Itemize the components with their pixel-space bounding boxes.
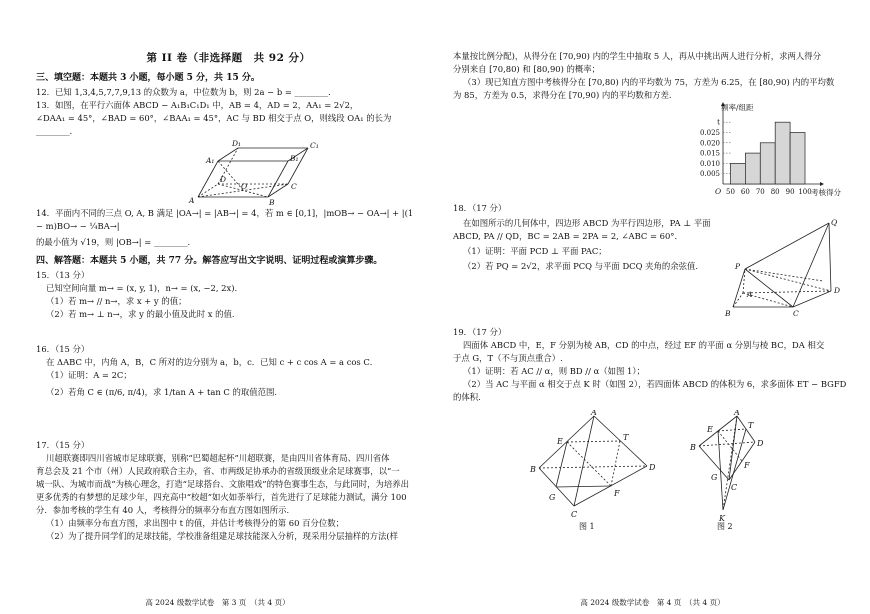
question-13-line1: 13．如图，在平行六面体 ABCD − A₁B₁C₁D₁ 中，AB = 4，AD = 2，AA₁ = 2√2，	[36, 100, 359, 110]
y-tick-label: 0.010	[699, 159, 720, 168]
histogram-bar	[775, 122, 790, 184]
question-17-cont-line1: 本量按比例分配)，从得分在 [70,90) 内的学生中抽取 5 人，再从中挑出两人进行分析，求两人得分	[453, 51, 822, 61]
label-B: B	[269, 198, 275, 205]
question-17-part3-line2: 为 85，方差为 0.5，求得分在 [70,90) 内的平均数和方差.	[453, 90, 672, 100]
fig1-label-D: D	[649, 463, 656, 472]
x-tick-label: 100	[798, 188, 812, 196]
histogram-bar	[760, 143, 775, 184]
question-14-line2: 的最小值为 √19，则 |OB→| = ________.	[36, 237, 191, 247]
tetrahedron-figure-1	[529, 410, 679, 530]
fig2-label-T: T	[748, 421, 754, 430]
question-19-part1: （1）证明：若 AC // α，则 BD // α（如图 1）；	[463, 366, 645, 376]
question-14-line1: 14．平面内不同的三点 O, A, B 满足 |OA→| = |AB→| = 4，若 m ∈ [0,1]，|mOB→ − OA→| + |(1 − m)BO→ − ¼BA→|	[36, 208, 414, 231]
fig1-label-A: A	[591, 410, 597, 417]
question-19-part2: （2）当 AC 与平面 α 相交于点 K 时（如图 2），若四面体 ABCD 的体积为 6，求多面体 ET − BGFD	[463, 379, 847, 389]
x-tick-label: 60	[740, 188, 750, 196]
label-C1: C₁	[310, 141, 319, 150]
x-axis-label: 考核得分	[811, 188, 841, 197]
fig2-label-B: B	[690, 443, 696, 452]
y-tick-label: 0.005	[699, 170, 720, 179]
label-O: O	[241, 182, 248, 191]
part-title: 第 II 卷（非选择题 共 92 分）	[146, 52, 311, 64]
question-16-header: 16．（15 分）	[36, 344, 90, 354]
page-footer-left: 高 2024 级数学试卷 第 3 页 （共 4 页）	[145, 598, 290, 607]
fig1-label-G: G	[549, 493, 556, 502]
solid-figure-18	[723, 219, 853, 324]
label-Q: Q	[831, 219, 838, 227]
fig2-label-D: D	[757, 439, 764, 448]
label-A: A	[747, 290, 753, 299]
label-D: D	[834, 286, 841, 295]
label-A: A	[189, 196, 195, 205]
fig1-label-F: F	[614, 489, 620, 498]
fig1-label-C: C	[571, 510, 578, 519]
fig2-label-C: C	[731, 483, 738, 492]
question-19-header: 19．（17 分）	[453, 327, 507, 337]
question-17-part2: （2）为了提升同学们的足球技能，学校准备组建足球技能深入分析，现采用分层抽样的方法(样	[46, 531, 398, 541]
section-fill-blank-heading: 三、填空题：本题共 3 小题，每小题 5 分，共 15 分。	[36, 73, 260, 83]
question-15-part2: （2）若 m→ ⊥ n→，求 y 的最小值及此时 x 的值.	[46, 309, 235, 319]
question-15-stem: 已知空间向量 m→ = (x, y, 1)，n→ = (x, −2, 2x).	[46, 283, 238, 293]
label-C: C	[291, 182, 297, 191]
question-17-part3-line1: （3）现已知直方图中考核得分在 [70,80) 内的平均数为 75，方差为 6.25，在 [80,90) 内的平均数	[463, 77, 835, 87]
answer-space-16	[36, 399, 421, 439]
y-tick-label: 0.015	[699, 149, 720, 158]
histogram-bar	[745, 153, 760, 184]
fig2-label-E: E	[707, 425, 713, 434]
parallelepiped-figure	[36, 139, 416, 205]
x-axis-arrow	[820, 182, 824, 186]
fig2-caption: 图 2	[717, 522, 733, 530]
fig2-label-A: A	[734, 410, 740, 417]
label-B1: B₁	[290, 154, 299, 163]
tetrahedron-figure-2	[689, 410, 799, 530]
fig2-label-F: F	[744, 461, 750, 470]
question-19-line5: 的体积.	[453, 392, 481, 402]
x-tick-label: 70	[755, 188, 765, 196]
origin-label: O	[715, 187, 722, 196]
y-tick-label: 0.020	[699, 139, 720, 148]
label-P: P	[735, 262, 741, 271]
label-B: B	[725, 309, 731, 318]
question-16-part1: （1）证明：A = 2C；	[46, 370, 132, 380]
page-footer-right: 高 2024 级数学试卷 第 4 页 （共 4 页）	[580, 598, 725, 607]
question-17-line5: 分．参加考核的学生有 40 人，考核得分的频率分布直方图如图所示．	[36, 505, 295, 515]
question-13-line2: ∠DAA₁ = 45°，∠BAD = 60°，∠BAA₁ = 45°，AC 与 BD 相交于点 O，则线段 OA₁ 的长为________.	[36, 113, 392, 136]
fig1-label-T: T	[623, 433, 629, 442]
question-18-part1: （1）证明：平面 PCD ⊥ 平面 PAC；	[463, 246, 607, 256]
question-16-stem: 在 ΔABC 中，内角 A，B，C 所对的边分别为 a，b，c．已知 c + c cos A = a cos C．	[46, 357, 379, 367]
question-19-line2: 于点 G，T（不与顶点重合）.	[453, 353, 563, 363]
question-19-line1: 四面体 ABCD 中，E，F 分别为棱 AB，CD 的中点，经过 EF 的平面 α 分别与棱 BC，DA 相交	[463, 340, 825, 350]
question-18-header: 18．（17 分）	[453, 203, 507, 213]
question-17-line2: 育总会及 21 个市（州）人民政府联合主办，省、市两级足协承办的省级顶级业余足球赛事，以“一	[36, 466, 400, 476]
x-tick-label: 90	[785, 188, 795, 196]
question-16-part2: （2）若角 C ∈ (π/6, π/4)，求 1/tan A + tan C 的取值范围.	[46, 387, 277, 397]
label-A1: A₁	[206, 156, 215, 165]
question-17-header: 17．（15 分）	[36, 440, 90, 450]
histogram-chart	[453, 102, 853, 202]
y-tick-label: 0.025	[699, 128, 720, 137]
question-18-part2: （2）若 PQ = 2√2，求平面 PCQ 与平面 DCQ 夹角的余弦值.	[463, 261, 699, 271]
label-C: C	[793, 309, 799, 318]
fig2-label-K: K	[719, 514, 725, 523]
question-17-cont-line2: 分别来自 [70,80) 和 [80,90) 的概率；	[453, 64, 601, 74]
fig2-label-G: G	[711, 473, 718, 482]
question-15-part1: （1）若 m→ // n→，求 x + y 的值；	[46, 296, 187, 306]
page-4	[435, 0, 870, 614]
question-17-line1: 川超联赛即四川省城市足球联赛，别称“巴蜀超起杯”川超联赛，是由四川省体育局、四川省体	[46, 453, 390, 463]
question-18-line2: ABCD, PA // QD，BC = 2AB = 2PA = 2, ∠ABC = 60°．	[453, 231, 683, 241]
question-12: 12．已知 1,3,4,5,7,7,9,13 的众数为 a，中位数为 b，则 2a − b = ________.	[36, 87, 331, 97]
question-17-line3: 城一队、为城市而战”为核心理念，打造“足球搭台、文旅唱戏”的特色赛事生态，与此同时，为培养出	[36, 479, 409, 489]
x-tick-label: 50	[725, 188, 735, 196]
label-D: D	[220, 175, 227, 184]
question-15-header: 15．（13 分）	[36, 270, 90, 280]
x-tick-label: 80	[770, 188, 780, 196]
section-answer-heading: 四、解答题：本题共 5 小题，共 77 分。解答应写出文字说明、证明过程或演算步骤。	[36, 256, 383, 266]
answer-space-15	[36, 321, 421, 343]
label-D1: D₁	[232, 139, 242, 148]
question-17-part1: （1）由频率分布直方图，求出图中 t 的值，并估计考核得分的第 60 百分位数；	[46, 518, 344, 528]
histogram-bar	[730, 163, 745, 184]
y-axis-label: 频率/组距	[721, 103, 754, 112]
fig1-label-E: E	[557, 437, 563, 446]
y-tick-label: t	[717, 118, 720, 127]
histogram-bar	[790, 132, 805, 184]
fig1-caption: 图 1	[579, 522, 595, 530]
question-18-line1: 在如图所示的几何体中，四边形 ABCD 为平行四边形，PA ⊥ 平面	[463, 218, 711, 228]
fig1-label-B: B	[530, 465, 536, 474]
question-17-line4: 更多优秀的有梦想的足球少年，四充高中“校超”如火如荼举行，首先进行了足球能力测试，满分 100	[36, 492, 407, 502]
